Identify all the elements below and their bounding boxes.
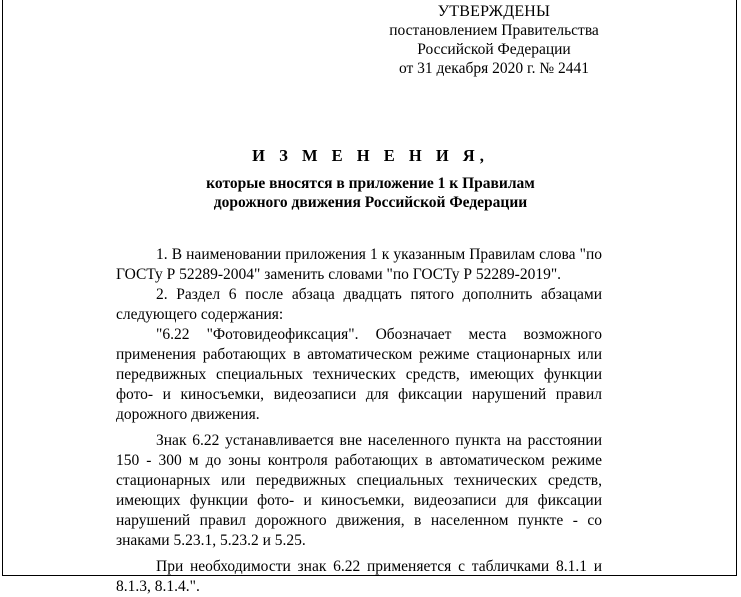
approval-heading: УТВЕРЖДЕНЫ <box>437 3 551 20</box>
paragraph-sign-plates: При необходимости знак 6.22 применяется с табличками 8.1.1 и 8.1.3, 8.1.4.". <box>116 558 602 595</box>
document-subtitle <box>0 174 741 212</box>
approval-line-decree: постановлением Правительства <box>389 22 599 39</box>
document-title: И З М Е Н Е Н И Я, <box>252 146 489 165</box>
approval-line-federation: Российской Федерации <box>417 41 571 58</box>
paragraph-sign-placement: Знак 6.22 устанавливается вне населенного пункта на расстоянии 150 - 300 м до зоны контроля работающих в автоматическом режиме стационарных или передвижных специальных технических средств, имеющих функции фото- и киносъемки, видеозаписи для фиксации нарушений правил дорожного движения, в населенном пункте - со знаками 5.23.1, 5.23.2 и 5.25. <box>116 432 602 549</box>
paragraph-sign-definition: "6.22 "Фотовидеофиксация". Обозначает места возможного применения работающих в автоматическом режиме стационарных или передвижных специальных технических средств, имеющих функции фото- и киносъемки, видеозаписи для фиксации нарушений правил дорожного движения. <box>116 326 602 423</box>
document-body <box>116 245 602 597</box>
subtitle-line-1: которые вносятся в приложение 1 к Правилам <box>206 175 535 192</box>
approval-block <box>388 2 600 78</box>
approval-line-date: от 31 декабря 2020 г. № 2441 <box>398 60 590 77</box>
paragraph-item-1: 1. В наименовании приложения 1 к указанным Правилам слова "по ГОСТу Р 52289-2004" заменить словами "по ГОСТу Р 52289-2019". <box>116 246 602 283</box>
paragraph-item-2: 2. Раздел 6 после абзаца двадцать пятого дополнить абзацами следующего содержания: <box>116 286 602 323</box>
subtitle-line-2: дорожного движения Российской Федерации <box>213 194 528 211</box>
